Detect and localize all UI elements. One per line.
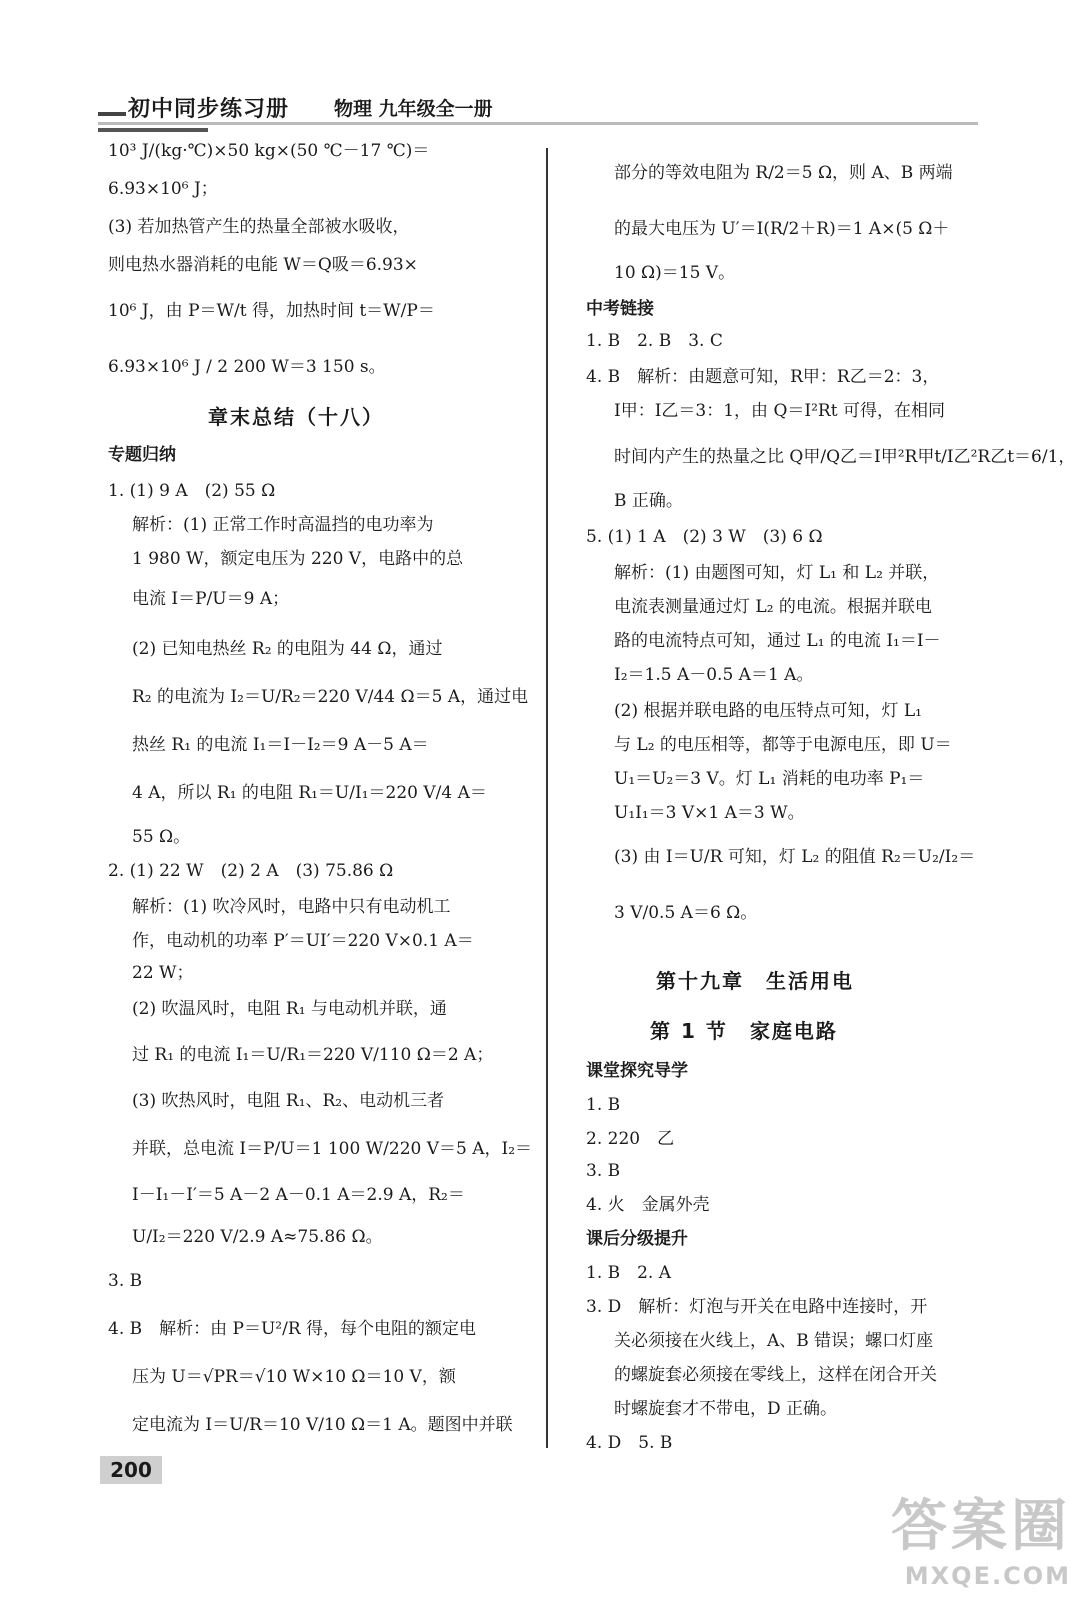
text-line: 电流 I＝P/U＝9 A；	[132, 589, 290, 609]
header-rule-accent	[98, 112, 126, 116]
text-line: I₂＝1.5 A－0.5 A＝1 A。	[614, 665, 814, 685]
text-line: (3) 吹热风时，电阻 R₁、R₂、电动机三者	[132, 1091, 445, 1111]
text-line: 作，电动机的功率 P′＝UI′＝220 V×0.1 A＝	[132, 931, 474, 951]
answer-line: 3. D 解析：灯泡与开关在电路中连接时，开	[586, 1297, 928, 1317]
text-line: 热丝 R₁ 的电流 I₁＝I－I₂＝9 A－5 A＝	[132, 735, 429, 755]
answer-line: 5. (1) 1 A (2) 3 W (3) 6 Ω	[586, 527, 823, 547]
text-line: (2) 吹温风时，电阻 R₁ 与电动机并联，通	[132, 999, 447, 1019]
text-line: 时间内产生的热量之比 Q甲/Q乙＝I甲²R甲t/I乙²R乙t＝6/1，	[614, 447, 1076, 467]
text-line: (3) 由 I＝U/R 可知，灯 L₂ 的阻值 R₂＝U₂/I₂＝	[614, 847, 976, 867]
text-line: U₁I₁＝3 V×1 A＝3 W。	[614, 803, 805, 823]
text-line: 路的电流特点可知，通过 L₁ 的电流 I₁＝I－	[614, 631, 941, 651]
column-divider	[546, 148, 548, 1448]
text-line: 6.93×10⁶ J / 2 200 W＝3 150 s。	[108, 357, 386, 377]
page-header	[98, 84, 998, 134]
text-line: 关必须接在火线上，A、B 错误；螺口灯座	[614, 1331, 934, 1351]
answer-line: 1. (1) 9 A (2) 55 Ω	[108, 481, 276, 501]
text-line: U/I₂＝220 V/2.9 A≈75.86 Ω。	[132, 1227, 383, 1247]
text-line: U₁＝U₂＝3 V。灯 L₁ 消耗的电功率 P₁＝	[614, 769, 925, 789]
answer-line: 4. D 5. B	[586, 1433, 673, 1453]
answer-line: 4. B 解析：由 P＝U²/R 得，每个电阻的额定电	[108, 1319, 477, 1339]
text-line: (2) 已知电热丝 R₂ 的电阻为 44 Ω，通过	[132, 639, 443, 659]
text-line: 10³ J/(kg·℃)×50 kg×(50 ℃－17 ℃)＝	[108, 141, 430, 161]
text-line: 电流表测量通过灯 L₂ 的电流。根据并联电	[614, 597, 932, 617]
text-line: 与 L₂ 的电压相等，都等于电源电压，即 U＝	[614, 735, 952, 755]
answer-line: 1. B 2. A	[586, 1263, 672, 1283]
watermark-url: MXQE.COM	[904, 1562, 1071, 1590]
book-title: 初中同步练习册	[128, 97, 290, 122]
text-line: B 正确。	[614, 491, 683, 511]
text-line: 22 W；	[132, 963, 194, 983]
text-line: 55 Ω。	[132, 827, 191, 847]
text-line: 定电流为 I＝U/R＝10 V/10 Ω＝1 A。题图中并联	[132, 1415, 513, 1435]
text-line: 则电热水器消耗的电能 W＝Q吸＝6.93×	[108, 255, 418, 275]
section-title: 章末总结（十八）	[208, 405, 384, 429]
text-line: R₂ 的电流为 I₂＝U/R₂＝220 V/44 Ω＝5 A，通过电	[132, 687, 529, 707]
answer-line: 2. 220 乙	[586, 1129, 675, 1149]
text-line: 4 A，所以 R₁ 的电阻 R₁＝U/I₁＝220 V/4 A＝	[132, 783, 487, 803]
answer-line: 3. B	[586, 1161, 621, 1181]
answer-line: 4. B 解析：由题意可知，R甲：R乙＝2：3，	[586, 367, 940, 387]
text-line: 解析：(1) 由题图可知，灯 L₁ 和 L₂ 并联，	[614, 563, 940, 583]
text-line: 1 980 W，额定电压为 220 V，电路中的总	[132, 549, 464, 569]
text-line: 时螺旋套才不带电，D 正确。	[614, 1399, 838, 1419]
text-line: 压为 U＝√PR＝√10 W×10 Ω＝10 V，额	[132, 1367, 456, 1387]
answer-line: 4. 火 金属外壳	[586, 1195, 710, 1215]
text-line: 10⁶ J，由 P＝W/t 得，加热时间 t＝W/P＝	[108, 301, 435, 321]
watermark	[891, 1482, 1071, 1590]
text-line: (3) 若加热管产生的热量全部被水吸收，	[108, 217, 410, 237]
header-rule-dark	[98, 128, 208, 132]
text-line: 过 R₁ 的电流 I₁＝U/R₁＝220 V/110 Ω＝2 A；	[132, 1045, 494, 1065]
text-line: 解析：(1) 吹冷风时，电路中只有电动机工	[132, 897, 451, 917]
text-line: I甲：I乙＝3：1，由 Q＝I²Rt 可得，在相同	[614, 401, 945, 421]
text-line: 3 V/0.5 A＝6 Ω。	[614, 903, 758, 923]
text-line: I－I₁－I′＝5 A－2 A－0.1 A＝2.9 A，R₂＝	[132, 1185, 465, 1205]
page-number: 200	[100, 1456, 162, 1484]
answer-line: 2. (1) 22 W (2) 2 A (3) 75.86 Ω	[108, 861, 394, 881]
section-heading: 课后分级提升	[586, 1229, 688, 1249]
text-line: 并联，总电流 I＝P/U＝1 100 W/220 V＝5 A，I₂＝	[132, 1139, 533, 1159]
answer-line: 1. B	[586, 1095, 621, 1115]
section-heading: 专题归纳	[108, 445, 176, 465]
section-title: 第 1 节 家庭电路	[650, 1019, 838, 1043]
text-line: 10 Ω)＝15 V。	[614, 263, 736, 283]
text-line: 的最大电压为 U′＝I(R/2＋R)＝1 A×(5 Ω＋	[614, 219, 950, 239]
header-rule	[98, 122, 978, 125]
text-line: (2) 根据并联电路的电压特点可知，灯 L₁	[614, 701, 922, 721]
subject-label: 物理 九年级全一册	[334, 98, 493, 120]
text-line: 解析：(1) 正常工作时高温挡的电功率为	[132, 515, 434, 535]
text-line: 的螺旋套必须接在零线上，这样在闭合开关	[614, 1365, 937, 1385]
chapter-title: 第十九章 生活用电	[656, 969, 854, 993]
answer-line: 1. B 2. B 3. C	[586, 331, 723, 351]
answer-line: 3. B	[108, 1271, 143, 1291]
text-line: 6.93×10⁶ J；	[108, 179, 218, 199]
text-line: 部分的等效电阻为 R/2＝5 Ω，则 A、B 两端	[614, 163, 953, 183]
section-heading: 中考链接	[586, 299, 654, 319]
watermark-logo: 答案圈	[891, 1494, 1071, 1559]
section-heading: 课堂探究导学	[586, 1061, 688, 1081]
